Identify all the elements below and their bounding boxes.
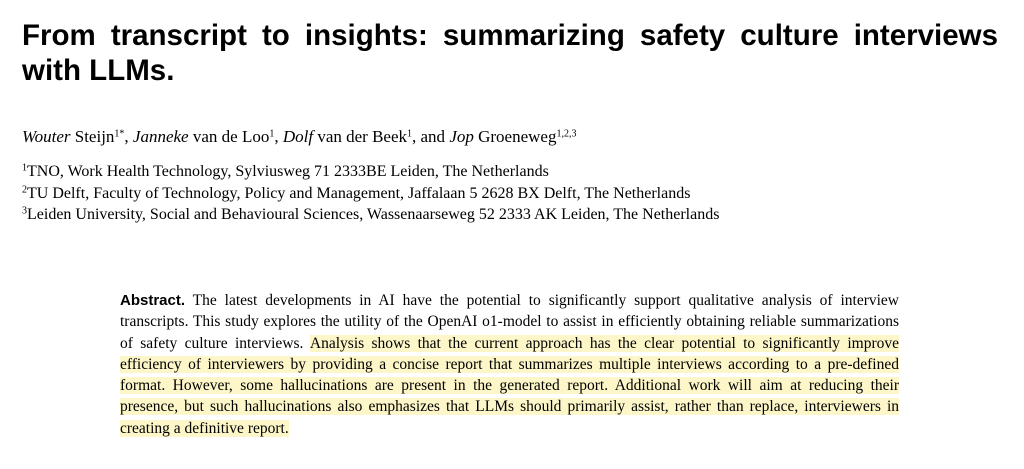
abstract — [120, 290, 899, 439]
author-given-name: Janneke — [132, 127, 189, 146]
affiliation-text: TNO, Work Health Technology, Sylviusweg 71 2333BE Leiden, The Netherlands — [27, 163, 549, 180]
author-given-name: Jop — [449, 127, 474, 146]
abstract-text: The latest developments in AI have the potential to significantly support qualitative analysis of interview transcripts. This study explores the utility of the OpenAI o1-model to assist in efficiently obtaining reliable summarizations of safety culture interviews. — [120, 292, 899, 352]
affiliation-list — [22, 161, 719, 226]
affiliation-number: 2 — [22, 184, 27, 195]
author-family-name: van der Beek — [317, 127, 408, 146]
author-given-name: Dolf — [282, 127, 314, 146]
author-affiliation-marker: 1 — [407, 128, 413, 140]
author-affiliation-marker: 1 — [269, 128, 275, 140]
author-family-name: van de Loo — [192, 127, 270, 146]
abstract-label: Abstract. — [120, 292, 186, 309]
author-affiliation-marker: 1,2,3 — [556, 128, 577, 140]
affiliation-text: Leiden University, Social and Behavioural Sciences, Wassenaarseweg 52 2333 AK Leiden, The Netherlands — [27, 206, 720, 223]
author-separator: , — [124, 127, 133, 146]
author-family-name: Steijn — [74, 127, 115, 146]
author-separator: , — [274, 127, 283, 146]
author-given-name: Wouter — [22, 127, 71, 146]
abstract-highlighted-text: Analysis shows that the current approach has the clear potential to significantly improve efficiency of interviewers by providing a concise report that summarizes multiple interviews according to a pre-defined format. However, some hallucinations are present in the generated report. Additional work will aim at reducing their presence, but such hallucinations also emphasizes that LLMs should primarily assist, rather than replace, interviewers in creating a definitive report. — [120, 334, 899, 437]
affiliation-item — [22, 204, 719, 226]
author-list — [22, 127, 576, 147]
author-affiliation-marker: 1* — [114, 128, 125, 140]
author-conjunction: , and — [412, 127, 450, 146]
affiliation-item — [22, 183, 719, 205]
paper-title: From transcript to insights: summarizing safety culture interviews with LLMs. — [22, 19, 998, 87]
affiliation-text: TU Delft, Faculty of Technology, Policy and Management, Jaffalaan 5 2628 BX Delft, The Netherlands — [27, 184, 691, 202]
affiliation-number: 1 — [22, 162, 27, 174]
author-family-name: Groeneweg — [478, 127, 557, 146]
affiliation-item — [22, 161, 719, 183]
affiliation-number: 3 — [22, 205, 27, 217]
